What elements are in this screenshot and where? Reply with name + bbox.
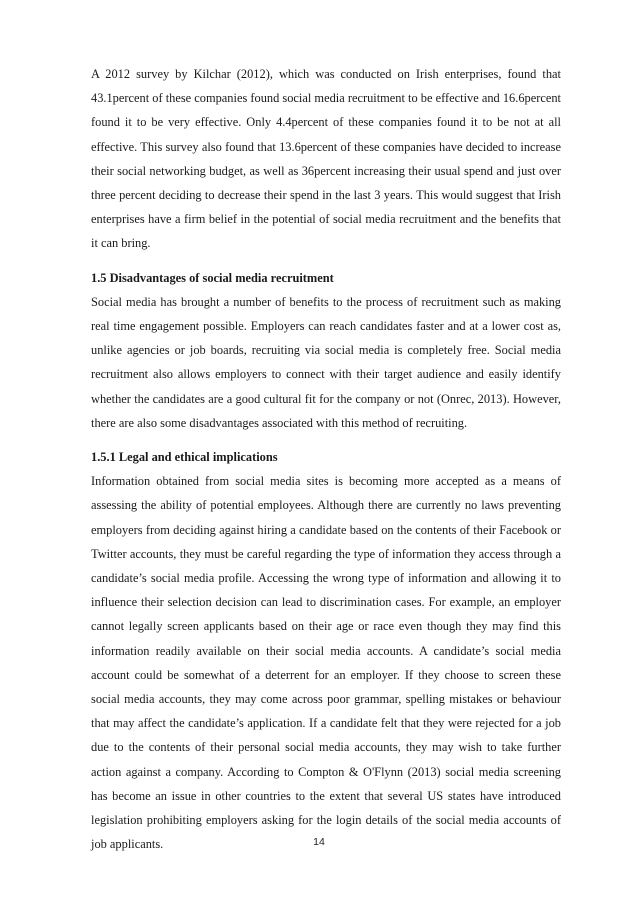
section-heading-legal-ethical: 1.5.1 Legal and ethical implications bbox=[91, 450, 278, 465]
document-page bbox=[91, 62, 561, 857]
intro-paragraph: A 2012 survey by Kilchar (2012), which was conducted on Irish enterprises, found that 43.1percent of these companies found social media recruitment to be effective and 16.6percent found it to be very effective. Only 4.4percent of these companies found it to be not at all effective. This survey also found that 13.6percent of these companies have decided to increase their social networking budget, as well as 36percent increasing their usual spend and just over three percent deciding to decrease their spend in the last 3 years. This would suggest that Irish enterprises have a firm belief in the potential of social media recruitment and the benefits that it can bring. bbox=[91, 67, 561, 251]
legal-ethical-paragraph: Information obtained from social media sites is becoming more accepted as a means of assessing the ability of potential employees. Although there are currently no laws preventing employers from deciding against hiring a candidate based on the contents of their Facebook or Twitter accounts, they must be careful regarding the type of information they access through a candidate’s social media profile. Accessing the wrong type of information and allowing it to influence their selection decision can lead to discrimination cases. For example, an employer cannot legally screen applicants based on their age or race even though they may find this information readily available on their social media accounts. A candidate’s social media account could be somewhat of a deterrent for an employer. If they choose to screen these social media accounts, they may come across poor grammar, spelling mistakes or behaviour that may affect the candidate’s application. If a candidate felt that they were rejected for a job due to the contents of their personal social media accounts, they may wish to take further action against a company. According to Compton & O'Flynn (2013) social media screening has become an issue in other countries to the extent that several US states have introduced legislation prohibiting employers asking for the login details of the social media accounts of job applicants. bbox=[91, 474, 561, 852]
page-number: 14 bbox=[313, 836, 325, 848]
disadvantages-paragraph: Social media has brought a number of benefits to the process of recruitment such as making real time engagement possible. Employers can reach candidates faster and at a lower cost as, unlike agencies or job boards, recruiting via social media is completely free. Social media recruitment also allows employers to connect with their target audience and easily identify whether the candidates are a good cultural fit for the company or not (Onrec, 2013). However, there are also some disadvantages associated with this method of recruiting. bbox=[91, 294, 561, 430]
section-heading-disadvantages: 1.5 Disadvantages of social media recruitment bbox=[91, 270, 334, 285]
